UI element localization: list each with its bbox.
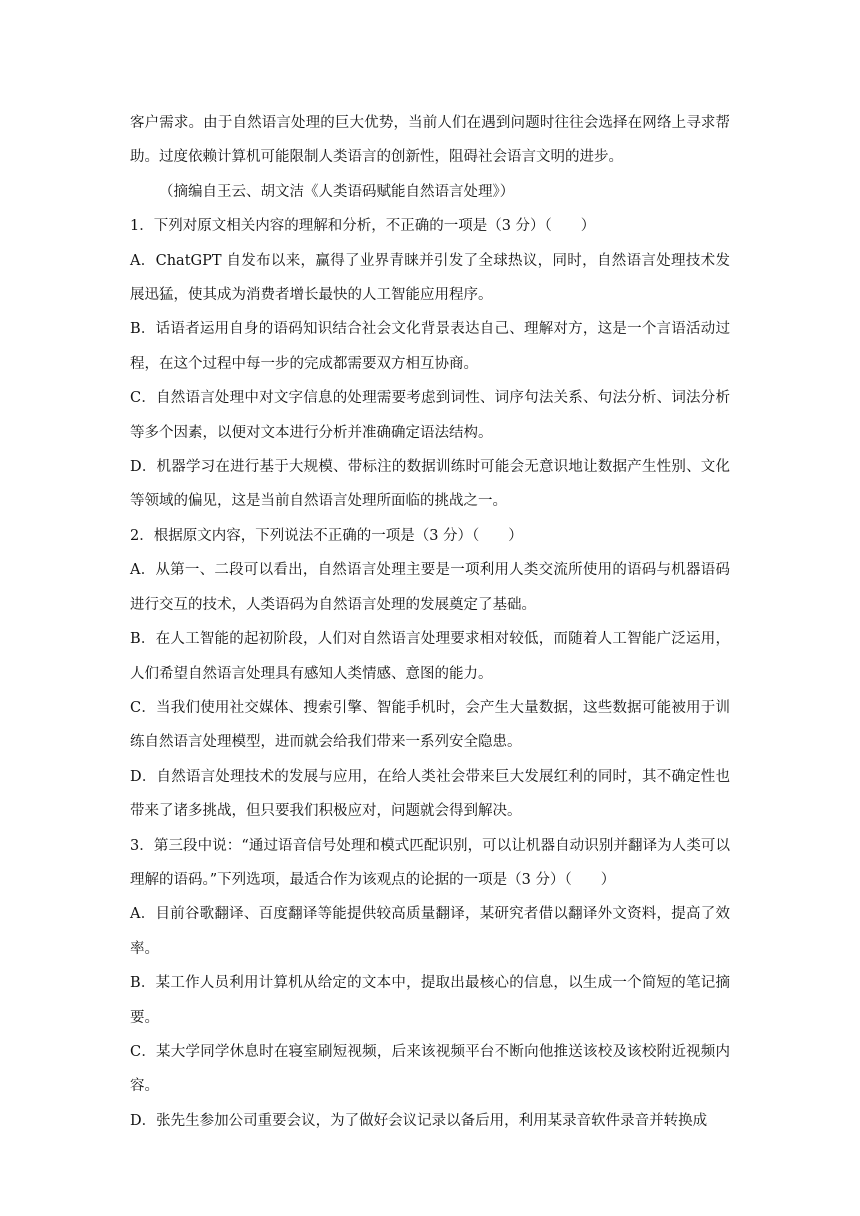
question-3	[130, 829, 730, 1139]
option-c: C．自然语言处理中对文字信息的处理需要考虑到词性、词序句法关系、句法分析、词法分析等多个因素，以便对文本进行分析并准确确定语法结构。	[130, 390, 730, 441]
option-d: D．张先生参加公司重要会议，为了做好会议记录以备后用，利用某录音软件录音并转换成	[130, 1112, 708, 1129]
question-stem: 2．根据原文内容，下列说法不正确的一项是（3 分）（ ）	[130, 527, 523, 544]
question-stem: 3．第三段中说：“通过语音信号处理和模式匹配识别，可以让机器自动识别并翻译为人类可以理解的语码。”下列选项，最适合作为该观点的论据的一项是（3 分）（ ）	[130, 837, 730, 888]
option-b: B．在人工智能的起初阶段，人们对自然语言处理要求相对较低，而随着人工智能广泛运用，人们希望自然语言处理具有感知人类情感、意图的能力。	[130, 631, 730, 682]
question-stem: 1．下列对原文相关内容的理解和分析，不正确的一项是（3 分）（ ）	[130, 218, 596, 235]
option-a: A．ChatGPT 自发布以来，赢得了业界青睐并引发了全球热议，同时，自然语言处理技术发展迅猛，使其成为消费者增长最快的人工智能应用程序。	[130, 252, 730, 304]
option-d: D．机器学习在进行基于大规模、带标注的数据训练时可能会无意识地让数据产生性别、文化等领域的偏见，这是当前自然语言处理所面临的挑战之一。	[130, 459, 730, 510]
question-2	[130, 519, 730, 829]
option-c: C．某大学同学休息时在寝室刷短视频，后来该视频平台不断向他推送该校及该校附近视频内容。	[130, 1043, 730, 1095]
option-d: D．自然语言处理技术的发展与应用，在给人类社会带来巨大发展红利的同时，其不确定性也带来了诸多挑战，但只要我们积极应对，问题就会得到解决。	[130, 768, 730, 820]
option-a: A．目前谷歌翻译、百度翻译等能提供较高质量翻译，某研究者借以翻译外文资料，提高了效率。	[130, 906, 730, 957]
passage-source: （摘编自王云、胡文洁《人类语码赋能自然语言处理》）	[159, 183, 515, 200]
option-c: C．当我们使用社交媒体、搜索引擎、智能手机时，会产生大量数据，这些数据可能被用于训练自然语言处理模型，进而就会给我们带来一系列安全隐患。	[130, 699, 730, 751]
option-b: B．某工作人员利用计算机从给定的文本中，提取出最核心的信息，以生成一个简短的笔记摘要。	[130, 975, 730, 1026]
document-page	[130, 106, 730, 1138]
question-1	[130, 209, 730, 519]
option-a: A．从第一、二段可以看出，自然语言处理主要是一项利用人类交流所使用的语码与机器语码进行交互的技术，人类语码为自然语言处理的发展奠定了基础。	[130, 562, 730, 613]
option-b: B．话语者运用自身的语码知识结合社会文化背景表达自己、理解对方，这是一个言语活动过程，在这个过程中每一步的完成都需要双方相互协商。	[130, 321, 730, 372]
passage-tail: 客户需求。由于自然语言处理的巨大优势，当前人们在遇到问题时往往会选择在网络上寻求帮助。过度依赖计算机可能限制人类语言的创新性，阻碍社会语言文明的进步。	[130, 115, 730, 166]
